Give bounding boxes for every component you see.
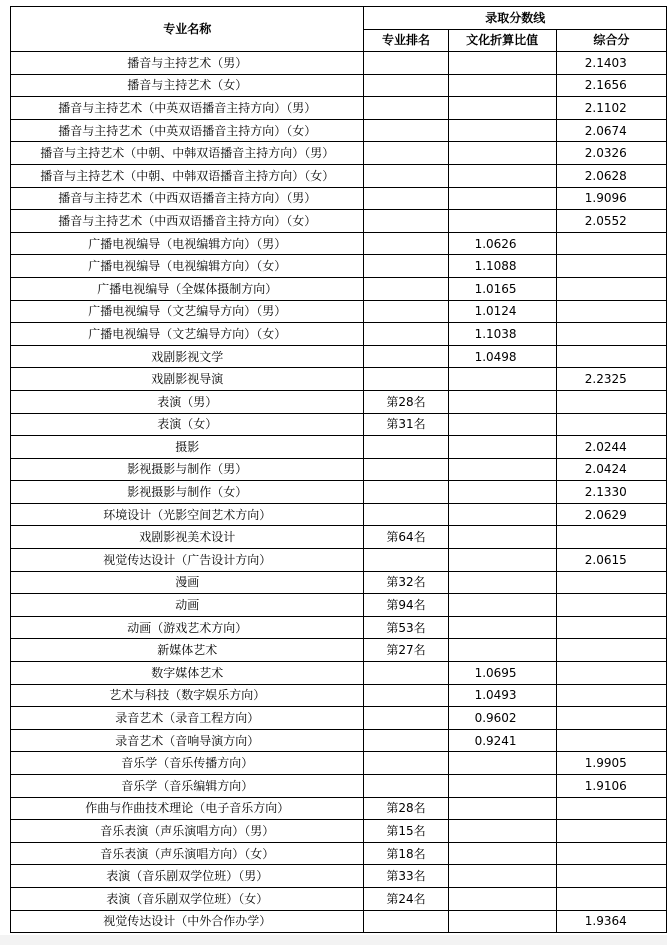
ratio-cell	[448, 887, 556, 910]
rank-cell	[364, 210, 448, 233]
score-cell: 2.1656	[556, 74, 666, 97]
major-name-cell: 艺术与科技（数字娱乐方向）	[11, 684, 364, 707]
table-row	[11, 842, 667, 865]
ratio-cell: 1.0498	[448, 345, 556, 368]
ratio-cell	[448, 594, 556, 617]
ratio-cell	[448, 842, 556, 865]
score-cell	[556, 594, 666, 617]
table-row	[11, 887, 667, 910]
rank-cell: 第18名	[364, 842, 448, 865]
score-cell	[556, 255, 666, 278]
table-row	[11, 639, 667, 662]
major-name-cell: 漫画	[11, 571, 364, 594]
table-row	[11, 910, 667, 933]
major-name-cell: 新媒体艺术	[11, 639, 364, 662]
score-cell: 2.1330	[556, 481, 666, 504]
header-score-line-group: 录取分数线	[364, 7, 667, 30]
ratio-cell: 1.0124	[448, 300, 556, 323]
ratio-cell: 0.9241	[448, 729, 556, 752]
table-row	[11, 503, 667, 526]
major-name-cell: 播音与主持艺术（中英双语播音主持方向）（男）	[11, 97, 364, 120]
ratio-cell	[448, 752, 556, 775]
rank-cell: 第33名	[364, 865, 448, 888]
ratio-cell: 1.0165	[448, 277, 556, 300]
rank-cell	[364, 345, 448, 368]
rank-cell	[364, 119, 448, 142]
table-row	[11, 549, 667, 572]
table-row	[11, 210, 667, 233]
rank-cell	[364, 662, 448, 685]
score-cell	[556, 390, 666, 413]
major-name-cell: 数字媒体艺术	[11, 662, 364, 685]
table-row	[11, 74, 667, 97]
rank-cell	[364, 74, 448, 97]
table-row	[11, 255, 667, 278]
header-ratio: 文化折算比值	[448, 29, 556, 52]
score-cell	[556, 662, 666, 685]
score-cell	[556, 413, 666, 436]
header-rank: 专业排名	[364, 29, 448, 52]
rank-cell	[364, 503, 448, 526]
score-cell: 1.9096	[556, 187, 666, 210]
rank-cell: 第94名	[364, 594, 448, 617]
major-name-cell: 动画（游戏艺术方向）	[11, 616, 364, 639]
table-row	[11, 277, 667, 300]
score-cell: 2.1403	[556, 52, 666, 75]
table-row	[11, 526, 667, 549]
score-cell	[556, 887, 666, 910]
major-name-cell: 录音艺术（录音工程方向）	[11, 707, 364, 730]
major-name-cell: 广播电视编导（电视编辑方向）（女）	[11, 255, 364, 278]
table-row	[11, 571, 667, 594]
score-cell	[556, 865, 666, 888]
ratio-cell	[448, 639, 556, 662]
score-cell	[556, 684, 666, 707]
ratio-cell	[448, 187, 556, 210]
major-name-cell: 影视摄影与制作（女）	[11, 481, 364, 504]
ratio-cell: 1.1088	[448, 255, 556, 278]
ratio-cell	[448, 820, 556, 843]
rank-cell	[364, 142, 448, 165]
rank-cell	[364, 52, 448, 75]
major-name-cell: 广播电视编导（文艺编导方向）（男）	[11, 300, 364, 323]
table-row	[11, 164, 667, 187]
score-cell	[556, 323, 666, 346]
major-name-cell: 播音与主持艺术（男）	[11, 52, 364, 75]
ratio-cell	[448, 616, 556, 639]
table-row	[11, 775, 667, 798]
rank-cell	[364, 232, 448, 255]
ratio-cell	[448, 142, 556, 165]
ratio-cell	[448, 413, 556, 436]
score-cell: 2.0244	[556, 436, 666, 459]
table-row	[11, 820, 667, 843]
score-cell	[556, 526, 666, 549]
table-row	[11, 119, 667, 142]
major-name-cell: 环境设计（光影空间艺术方向）	[11, 503, 364, 526]
major-name-cell: 戏剧影视美术设计	[11, 526, 364, 549]
ratio-cell	[448, 458, 556, 481]
major-name-cell: 广播电视编导（全媒体摄制方向）	[11, 277, 364, 300]
ratio-cell	[448, 549, 556, 572]
rank-cell	[364, 323, 448, 346]
table-row	[11, 752, 667, 775]
score-cell	[556, 232, 666, 255]
major-name-cell: 影视摄影与制作（男）	[11, 458, 364, 481]
rank-cell	[364, 368, 448, 391]
rank-cell	[364, 187, 448, 210]
score-cell: 2.0674	[556, 119, 666, 142]
ratio-cell: 1.1038	[448, 323, 556, 346]
rank-cell	[364, 277, 448, 300]
ratio-cell	[448, 390, 556, 413]
ratio-cell	[448, 503, 556, 526]
rank-cell	[364, 458, 448, 481]
rank-cell	[364, 436, 448, 459]
table-row	[11, 662, 667, 685]
table-row	[11, 368, 667, 391]
table-row	[11, 797, 667, 820]
rank-cell: 第28名	[364, 390, 448, 413]
ratio-cell	[448, 481, 556, 504]
rank-cell	[364, 164, 448, 187]
table-row	[11, 187, 667, 210]
major-name-cell: 音乐学（音乐传播方向）	[11, 752, 364, 775]
table-row	[11, 436, 667, 459]
rank-cell	[364, 255, 448, 278]
ratio-cell: 1.0493	[448, 684, 556, 707]
ratio-cell	[448, 368, 556, 391]
score-cell: 2.0629	[556, 503, 666, 526]
ratio-cell: 1.0626	[448, 232, 556, 255]
table-row	[11, 142, 667, 165]
score-cell: 2.0326	[556, 142, 666, 165]
major-name-cell: 播音与主持艺术（中西双语播音主持方向）（男）	[11, 187, 364, 210]
ratio-cell	[448, 865, 556, 888]
table-row	[11, 97, 667, 120]
ratio-cell	[448, 436, 556, 459]
rank-cell	[364, 910, 448, 933]
admission-score-table	[10, 6, 667, 933]
major-name-cell: 播音与主持艺术（中朝、中韩双语播音主持方向）（男）	[11, 142, 364, 165]
table-row	[11, 481, 667, 504]
ratio-cell	[448, 775, 556, 798]
major-name-cell: 广播电视编导（文艺编导方向）（女）	[11, 323, 364, 346]
major-name-cell: 视觉传达设计（广告设计方向）	[11, 549, 364, 572]
major-name-cell: 播音与主持艺术（女）	[11, 74, 364, 97]
score-cell	[556, 616, 666, 639]
rank-cell	[364, 775, 448, 798]
major-name-cell: 视觉传达设计（中外合作办学）	[11, 910, 364, 933]
rank-cell	[364, 707, 448, 730]
admission-score-table-container	[10, 6, 667, 933]
score-cell: 2.2325	[556, 368, 666, 391]
table-row	[11, 458, 667, 481]
major-name-cell: 音乐表演（声乐演唱方向）（男）	[11, 820, 364, 843]
table-row	[11, 345, 667, 368]
header-score: 综合分	[556, 29, 666, 52]
rank-cell: 第32名	[364, 571, 448, 594]
ratio-cell	[448, 910, 556, 933]
ratio-cell: 0.9602	[448, 707, 556, 730]
ratio-cell	[448, 797, 556, 820]
rank-cell: 第28名	[364, 797, 448, 820]
major-name-cell: 录音艺术（音响导演方向）	[11, 729, 364, 752]
ratio-cell	[448, 74, 556, 97]
score-cell	[556, 639, 666, 662]
ratio-cell	[448, 526, 556, 549]
table-row	[11, 684, 667, 707]
table-row	[11, 616, 667, 639]
major-name-cell: 音乐学（音乐编辑方向）	[11, 775, 364, 798]
score-cell: 2.0615	[556, 549, 666, 572]
major-name-cell: 表演（女）	[11, 413, 364, 436]
ratio-cell	[448, 571, 556, 594]
table-row	[11, 300, 667, 323]
score-cell: 2.0628	[556, 164, 666, 187]
rank-cell: 第15名	[364, 820, 448, 843]
table-body	[11, 52, 667, 933]
score-cell	[556, 797, 666, 820]
score-cell	[556, 729, 666, 752]
table-row	[11, 390, 667, 413]
major-name-cell: 戏剧影视导演	[11, 368, 364, 391]
score-cell: 1.9106	[556, 775, 666, 798]
major-name-cell: 动画	[11, 594, 364, 617]
score-cell: 1.9364	[556, 910, 666, 933]
table-row	[11, 232, 667, 255]
major-name-cell: 作曲与作曲技术理论（电子音乐方向）	[11, 797, 364, 820]
score-cell	[556, 820, 666, 843]
ratio-cell	[448, 119, 556, 142]
major-name-cell: 广播电视编导（电视编辑方向）（男）	[11, 232, 364, 255]
major-name-cell: 戏剧影视文学	[11, 345, 364, 368]
rank-cell	[364, 481, 448, 504]
major-name-cell: 播音与主持艺术（中西双语播音主持方向）（女）	[11, 210, 364, 233]
rank-cell	[364, 97, 448, 120]
ratio-cell	[448, 97, 556, 120]
table-row	[11, 594, 667, 617]
header-major-name: 专业名称	[11, 7, 364, 52]
rank-cell: 第27名	[364, 639, 448, 662]
score-cell	[556, 842, 666, 865]
table-row	[11, 729, 667, 752]
major-name-cell: 表演（音乐剧双学位班）（男）	[11, 865, 364, 888]
rank-cell	[364, 300, 448, 323]
major-name-cell: 摄影	[11, 436, 364, 459]
rank-cell	[364, 684, 448, 707]
ratio-cell	[448, 210, 556, 233]
score-cell	[556, 277, 666, 300]
table-row	[11, 865, 667, 888]
score-cell	[556, 345, 666, 368]
rank-cell	[364, 752, 448, 775]
score-cell	[556, 707, 666, 730]
score-cell	[556, 571, 666, 594]
page-bottom-strip	[0, 935, 667, 945]
score-cell: 2.0552	[556, 210, 666, 233]
rank-cell: 第53名	[364, 616, 448, 639]
major-name-cell: 表演（音乐剧双学位班）（女）	[11, 887, 364, 910]
major-name-cell: 播音与主持艺术（中英双语播音主持方向）（女）	[11, 119, 364, 142]
score-cell: 2.1102	[556, 97, 666, 120]
rank-cell	[364, 729, 448, 752]
rank-cell: 第24名	[364, 887, 448, 910]
score-cell: 1.9905	[556, 752, 666, 775]
major-name-cell: 播音与主持艺术（中朝、中韩双语播音主持方向）（女）	[11, 164, 364, 187]
ratio-cell: 1.0695	[448, 662, 556, 685]
table-row	[11, 413, 667, 436]
major-name-cell: 音乐表演（声乐演唱方向）（女）	[11, 842, 364, 865]
rank-cell	[364, 549, 448, 572]
rank-cell: 第64名	[364, 526, 448, 549]
ratio-cell	[448, 52, 556, 75]
table-row	[11, 323, 667, 346]
score-cell: 2.0424	[556, 458, 666, 481]
table-row	[11, 52, 667, 75]
table-row	[11, 707, 667, 730]
rank-cell: 第31名	[364, 413, 448, 436]
ratio-cell	[448, 164, 556, 187]
score-cell	[556, 300, 666, 323]
major-name-cell: 表演（男）	[11, 390, 364, 413]
